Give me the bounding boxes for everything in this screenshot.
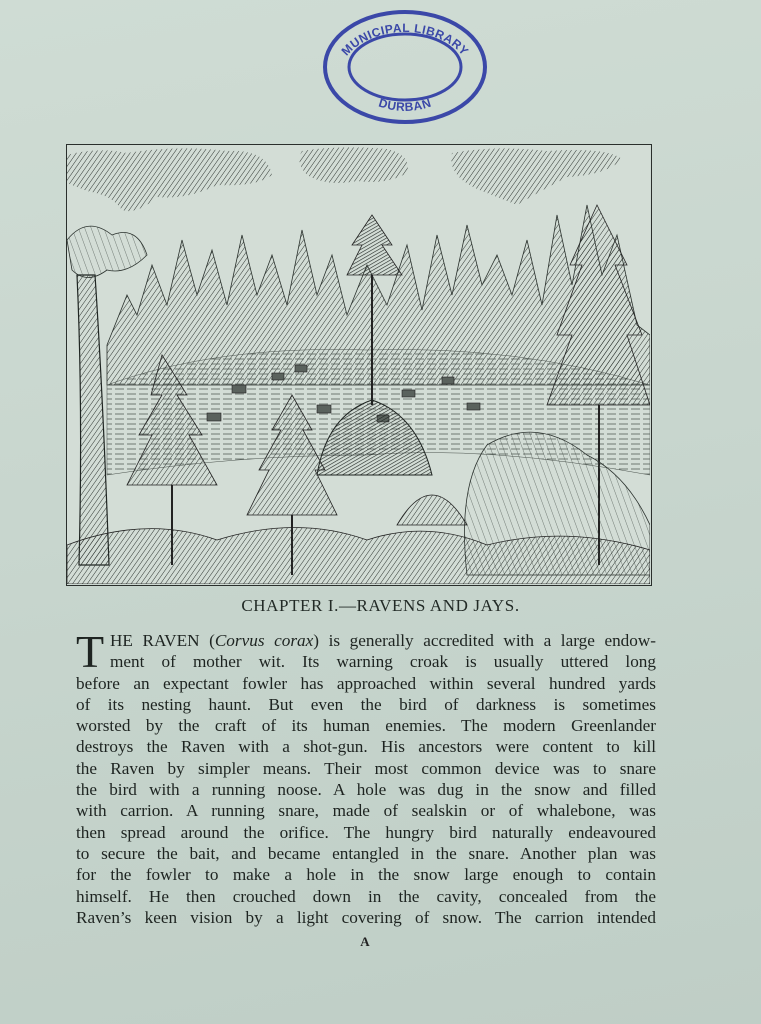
chapter-title: CHAPTER I.—RAVENS AND JAYS. <box>241 596 520 615</box>
text-line: the bird with a running noose. A hole was dug in the snow and filled <box>76 780 656 800</box>
text-line: HE RAVEN (Corvus corax) is generally accredited with a large endow- <box>110 631 656 650</box>
svg-text:MUNICIPAL LIBRARY <box>339 21 472 58</box>
stamp-top-text: MUNICIPAL LIBRARY <box>338 20 472 59</box>
forest-engraving <box>66 144 652 586</box>
text-line: of its nesting haunt. But even the bird of darkness is sometimes <box>76 694 656 714</box>
drop-cap: T <box>76 626 105 677</box>
svg-text:DURBAN <box>377 96 433 114</box>
text-line: Raven’s keen vision by a light covering of snow. The carrion intended <box>76 907 656 927</box>
text-line: for the fowler to make a hole in the snow large enough to contain <box>76 865 656 885</box>
text-line: before an expectant fowler has approached within several hundred yards <box>76 673 656 693</box>
text-line: worsted by the craft of its human enemies. The modern Greenlander <box>76 716 656 736</box>
species-name: Corvus corax <box>214 631 314 650</box>
stamp-bottom-text: DURBAN <box>377 95 433 114</box>
cloud-middle <box>299 147 407 183</box>
library-stamp <box>322 8 488 126</box>
signature-mark: A <box>360 934 370 949</box>
text-line: destroys the Raven with a shot-gun. His ancestors were content to kill <box>76 737 656 757</box>
text-line: to secure the bait, and became entangled in the snare. Another plan was <box>76 843 656 863</box>
text-line: the Raven by simpler means. Their most common device was to snare <box>76 758 656 778</box>
text-line: himself. He then crouched down in the cavity, concealed from the <box>76 886 656 906</box>
body-paragraph <box>76 626 656 928</box>
text-line: ment of mother wit. Its warning croak is usually uttered long <box>110 652 656 672</box>
text-line: then spread around the orifice. The hungry bird naturally endeavoured <box>76 822 656 842</box>
text-line: with carrion. A running snare, made of sealskin or of whalebone, was <box>76 801 656 821</box>
